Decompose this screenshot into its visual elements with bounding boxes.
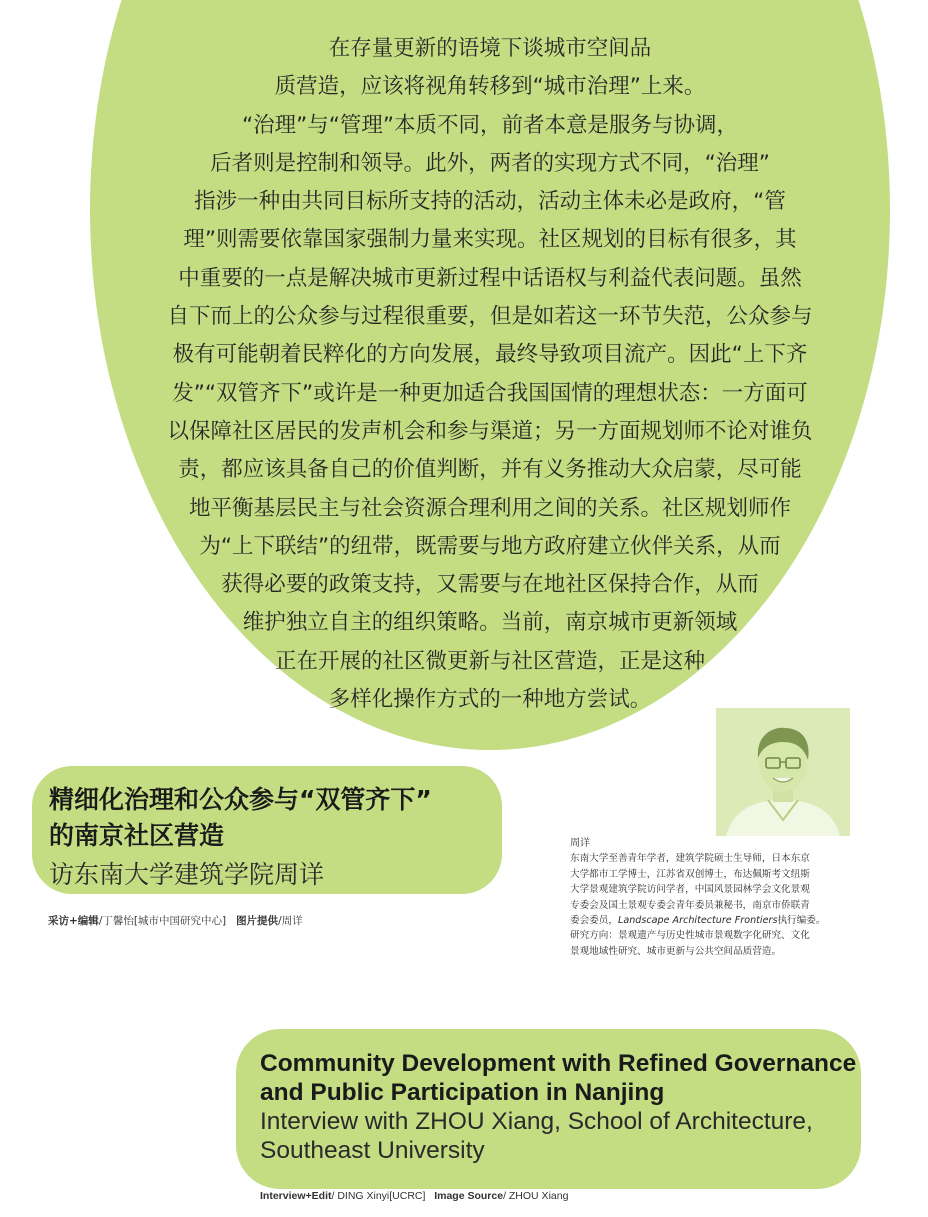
english-subtitle-line-2: Southeast University xyxy=(260,1137,485,1164)
bio-line: 大学景观建筑学院访问学者，中国风景园林学会文化景观 xyxy=(570,884,810,896)
chinese-title-panel xyxy=(32,766,502,894)
author-bio xyxy=(570,836,860,959)
bio-line: 景观地域性研究、城市更新与公共空间品质营造。 xyxy=(570,945,782,957)
credit-en-interview-label: Interview+Edit xyxy=(260,1190,332,1202)
bio-line-5-prefix: 委会委员， xyxy=(570,915,618,927)
credit-en-image-label: Image Source xyxy=(434,1190,504,1202)
bio-line: 东南大学至善青年学者，建筑学院硕士生导师，日本东京 xyxy=(570,853,810,865)
quote-line: 获得必要的政策支持，又需要与在地社区保持合作，从而 xyxy=(221,572,759,598)
portrait-illustration xyxy=(716,708,850,836)
bio-name: 周详 xyxy=(570,838,590,849)
quote-line: 多样化操作方式的一种地方尝试。 xyxy=(328,687,652,713)
bio-line xyxy=(570,913,860,928)
quote-line: 责，都应该具备自己的价值判断，并有义务推动大众启蒙，尽可能 xyxy=(178,457,802,483)
english-title-line-2: and Public Participation in Nanjing xyxy=(260,1079,665,1106)
quote-line: 理”则需要依靠国家强制力量来实现。社区规划的目标有很多，其 xyxy=(183,227,797,253)
quote-line: 为“上下联结”的纽带，既需要与地方政府建立伙伴关系，从而 xyxy=(199,533,781,559)
bio-journal-name: Landscape Architecture Frontiers xyxy=(617,915,778,927)
english-title-line-1: Community Development with Refined Governance xyxy=(260,1050,857,1077)
chinese-credits xyxy=(48,913,303,928)
chinese-title-line-1: 精细化治理和公众参与“双管齐下” xyxy=(49,785,432,814)
quote-line: 后者则是控制和领导。此外，两者的实现方式不同，“治理” xyxy=(210,150,770,176)
credit-en-image-value: / ZHOU Xiang xyxy=(503,1190,569,1202)
english-credits xyxy=(260,1190,568,1202)
pull-quote xyxy=(85,30,895,719)
english-subtitle xyxy=(260,1107,813,1165)
english-title xyxy=(260,1049,856,1107)
quote-line: 在存量更新的语境下谈城市空间品 xyxy=(328,36,652,61)
quote-line: “治理”与“管理”本质不同，前者本意是服务与协调， xyxy=(241,112,739,138)
bio-line: 专委会及国土景观专委会青年委员兼秘书，南京市侨联青 xyxy=(570,899,810,911)
quote-line: 发”“双管齐下”或许是一种更加适合我国国情的理想状态：一方面可 xyxy=(172,380,808,406)
quote-line: 维护独立自主的组织策略。当前，南京城市更新领域 xyxy=(242,610,738,636)
bio-line: 大学都市工学博士，江苏省双创博士，布达佩斯考文纽斯 xyxy=(570,868,810,880)
bio-line-5-suffix: 执行编委。 xyxy=(777,915,826,927)
credit-en-interview-value: / DING Xinyi[UCRC] xyxy=(331,1190,426,1202)
credit-interview-value: /丁馨怡[城市中国研究中心] xyxy=(98,915,227,927)
credit-interview-label: 采访+编辑 xyxy=(48,915,99,927)
chinese-subtitle: 访东南大学建筑学院周详 xyxy=(49,860,325,889)
credit-image-value: /周详 xyxy=(278,915,303,927)
quote-line: 中重要的一点是解决城市更新过程中话语权与利益代表问题。虽然 xyxy=(178,265,802,291)
portrait-photo xyxy=(716,708,850,836)
quote-line: 以保障社区居民的发声机会和参与渠道；另一方面规划师不论对谁负 xyxy=(167,418,813,444)
quote-line: 地平衡基层民主与社会资源合理利用之间的关系。社区规划师作 xyxy=(188,495,791,521)
english-title-panel xyxy=(236,1029,861,1189)
chinese-title-line-2: 的南京社区营造 xyxy=(49,821,225,850)
english-subtitle-line-1: Interview with ZHOU Xiang, School of Architecture, xyxy=(260,1108,813,1135)
quote-line: 极有可能朝着民粹化的方向发展，最终导致项目流产。因此“上下齐 xyxy=(172,342,808,368)
bio-line: 研究方向：景观遗产与历史性城市景观数字化研究、文化 xyxy=(570,930,810,942)
credit-image-label: 图片提供 xyxy=(236,915,279,927)
quote-line: 指涉一种由共同目标所支持的活动，活动主体未必是政府，“管 xyxy=(194,189,786,215)
quote-line: 自下而上的公众参与过程很重要，但是如若这一环节失范，公众参与 xyxy=(167,304,813,330)
quote-line: 质营造，应该将视角转移到“城市治理”上来。 xyxy=(274,74,706,100)
quote-line: 正在开展的社区微更新与社区营造，正是这种 xyxy=(274,648,705,674)
